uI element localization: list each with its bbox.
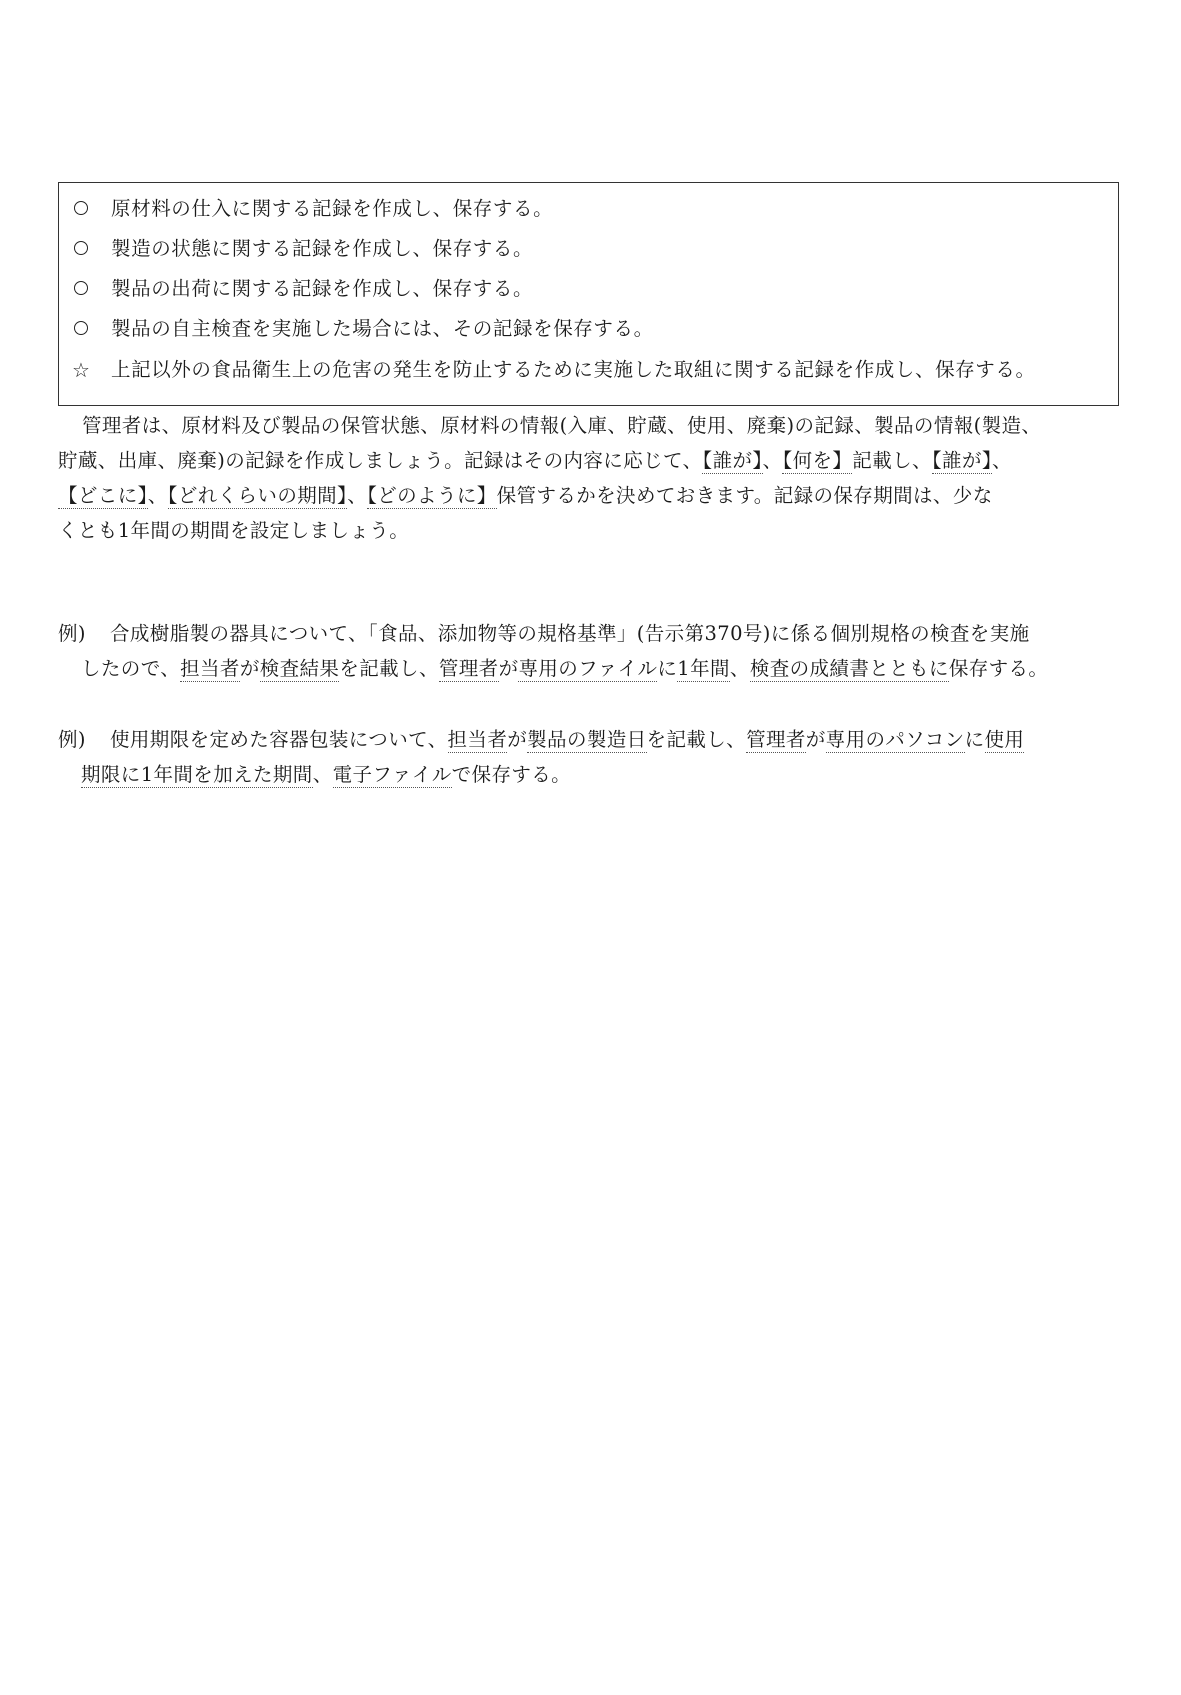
circle-bullet-icon <box>74 281 88 295</box>
star-bullet-icon: ☆ <box>72 358 91 382</box>
circle-bullet-icon <box>74 241 88 255</box>
keyword-how: 【どのように】 <box>367 484 497 507</box>
example-label: 例) <box>58 622 86 645</box>
keyword-who: 【誰が】 <box>931 449 993 472</box>
circle-bullet-icon <box>74 321 88 335</box>
rule-text: 製品の自主検査を実施した場合には、その記録を保存する。 <box>111 317 654 340</box>
circle-bullet-icon <box>74 201 88 215</box>
rule-item <box>71 357 1118 397</box>
example-2: 例) 使用期限を定めた容器包装について、担当者が製品の製造日を記載し、管理者が専用のパソコンに使用 期限に1年間を加えた期間、電子ファイルで保存する。 <box>58 722 1122 792</box>
record-rules-box <box>58 182 1119 406</box>
keyword-what: 【何を】 <box>782 449 853 472</box>
rule-text: 製品の出荷に関する記録を作成し、保存する。 <box>111 277 534 300</box>
keyword-where: 【どこに】 <box>58 484 148 507</box>
example-label: 例) <box>58 728 86 751</box>
example-1: 例) 合成樹脂製の器具について、「食品、添加物等の規格基準」(告示第370号)に係る個別規格の検査を実施 したので、担当者が検査結果を記載し、管理者が専用のファイルに1年間、検査の成績書とともに保存する。 <box>58 616 1122 686</box>
keyword-who: 【誰が】 <box>702 449 763 472</box>
rule-item <box>71 196 1118 236</box>
rule-text: 製造の状態に関する記録を作成し、保存する。 <box>111 237 534 260</box>
rule-item <box>71 276 1118 316</box>
rule-item <box>71 236 1118 276</box>
guidance-paragraph: 管理者は、原材料及び製品の保管状態、原材料の情報(入庫、貯蔵、使用、廃棄)の記録、製品の情報(製造、 貯蔵、出庫、廃棄)の記録を作成しましょう。記録はその内容に応じて、【誰が】、【何を】記載し、【誰が】、 【どこに】、【どれくらいの期間】、【どのように】保管するかを決めておきます。記録の保存期間は、少な くとも1年間の期間を設定しましょう。 <box>58 414 1042 542</box>
rule-text: 原材料の仕入に関する記録を作成し、保存する。 <box>111 197 554 220</box>
rule-item <box>71 316 1118 356</box>
keyword-how-long: 【どれくらいの期間】 <box>167 484 348 507</box>
rule-text: 上記以外の食品衛生上の危害の発生を防止するために実施した取組に関する記録を作成し、保存する。 <box>111 358 1036 381</box>
